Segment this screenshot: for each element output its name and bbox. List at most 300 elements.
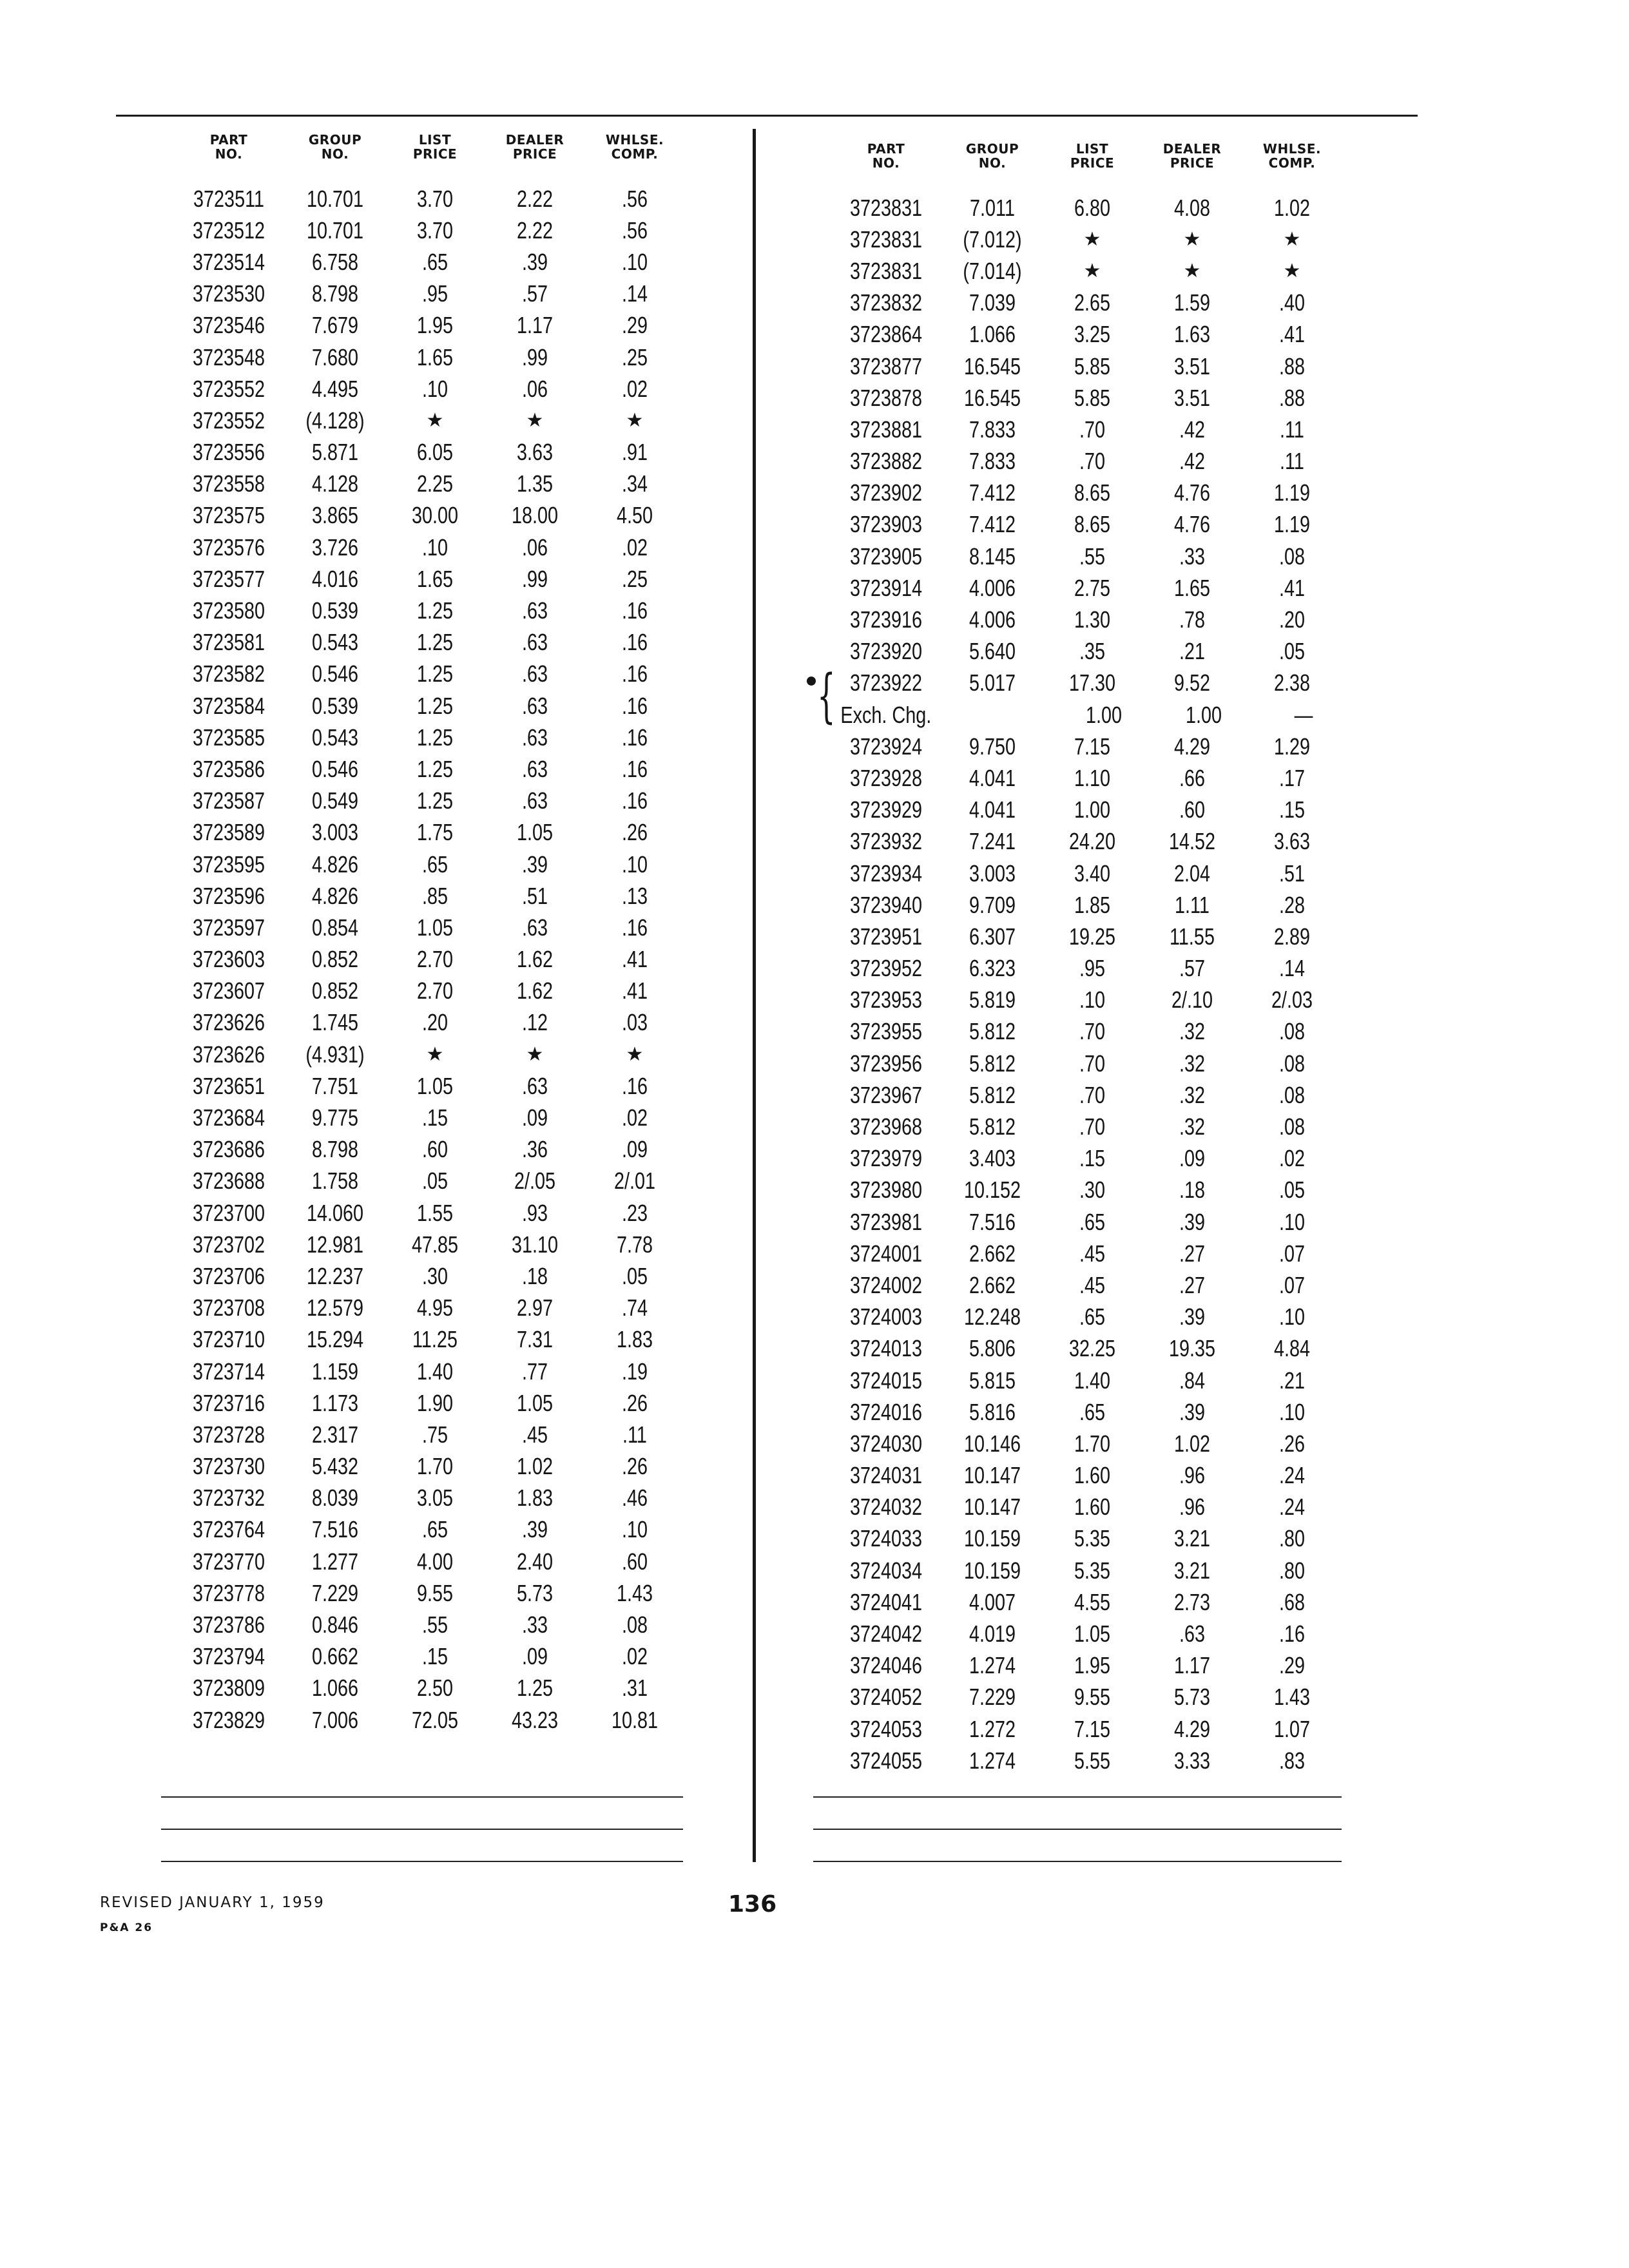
table-row — [174, 1293, 683, 1324]
table-row — [831, 826, 1352, 858]
cell-group-no: 1.066 — [311, 1675, 359, 1702]
cell-group-no: 3.003 — [969, 860, 1016, 887]
cell-whlse-comp: .05 — [1278, 638, 1306, 665]
cell-whlse-comp: .08 — [1278, 1018, 1306, 1045]
cell-part-no: 3723514 — [192, 248, 265, 275]
cell-list-price: 1.25 — [416, 660, 454, 687]
cell-whlse-comp: .68 — [1278, 1588, 1306, 1615]
cell-part-no: 3723700 — [192, 1199, 265, 1226]
table-row — [174, 944, 683, 975]
table-row — [831, 1048, 1352, 1079]
cell-part-no: Exch. Chg. — [840, 701, 932, 728]
cell-dealer-price: .33 — [1179, 543, 1206, 570]
table-row — [831, 1745, 1352, 1776]
cell-group-no: 5.816 — [969, 1398, 1016, 1425]
cell-whlse-comp: 1.83 — [616, 1326, 653, 1353]
cell-list-price: 72.05 — [411, 1706, 459, 1733]
table-row — [174, 817, 683, 849]
cell-list-price: 3.25 — [1074, 321, 1111, 348]
table-row — [831, 1206, 1352, 1238]
cell-part-no: 3724013 — [849, 1335, 923, 1362]
table-row — [174, 1577, 683, 1609]
cell-whlse-comp: — — [1294, 701, 1313, 728]
cell-whlse-comp: .23 — [621, 1199, 648, 1226]
header-part-no: PART NO. — [209, 132, 248, 162]
cell-list-price: 1.25 — [416, 787, 454, 814]
cell-group-no: 8.039 — [311, 1485, 359, 1512]
cell-list-price: .65 — [1079, 1208, 1106, 1235]
cell-whlse-comp: 2.89 — [1273, 923, 1311, 950]
cell-list-price: .95 — [421, 280, 448, 307]
cell-dealer-price: .32 — [1179, 1018, 1206, 1045]
cell-whlse-comp: .16 — [621, 724, 648, 751]
cell-whlse-comp: 4.84 — [1273, 1335, 1311, 1362]
cell-whlse-comp: .10 — [621, 1516, 648, 1543]
table-row — [174, 1451, 683, 1483]
table-row — [831, 1143, 1352, 1175]
cell-whlse-comp: .16 — [621, 629, 648, 656]
cell-group-no: 0.549 — [311, 787, 359, 814]
cell-whlse-comp: .14 — [1278, 955, 1306, 982]
cell-part-no: 3723546 — [192, 312, 265, 339]
cell-group-no: (7.012) — [963, 226, 1022, 253]
table-row — [831, 1079, 1352, 1111]
cell-dealer-price: 1.17 — [516, 312, 554, 339]
table-row — [174, 1166, 683, 1197]
cell-dealer-price: .09 — [521, 1643, 548, 1670]
table-row — [831, 192, 1352, 224]
cell-list-price: .20 — [421, 1009, 448, 1036]
cell-list-price: .70 — [1079, 416, 1106, 443]
cell-part-no: 3724041 — [849, 1588, 923, 1615]
table-row — [174, 1704, 683, 1736]
cell-part-no: 3723728 — [192, 1421, 265, 1448]
table-row — [831, 477, 1352, 509]
cell-dealer-price: ★ — [1183, 228, 1201, 250]
cell-part-no: 3723924 — [849, 733, 923, 760]
cell-part-no: 3723684 — [192, 1104, 265, 1131]
cell-part-no: 3723932 — [849, 828, 923, 855]
cell-dealer-price: 2.97 — [516, 1294, 554, 1321]
cell-whlse-comp: .26 — [621, 819, 648, 846]
cell-part-no: 3724001 — [849, 1240, 923, 1267]
cell-list-price: 5.85 — [1074, 384, 1111, 411]
cell-list-price: 1.10 — [1074, 764, 1111, 791]
cell-part-no: 3723832 — [849, 289, 923, 316]
cell-part-no: 3724030 — [849, 1430, 923, 1457]
cell-part-no: 3723582 — [192, 660, 265, 687]
cell-group-no: 7.241 — [969, 828, 1016, 855]
cell-list-price: 1.05 — [416, 914, 454, 941]
cell-list-price: 1.05 — [416, 1072, 454, 1099]
cell-whlse-comp: .16 — [621, 660, 648, 687]
cell-dealer-price: 1.02 — [1173, 1430, 1211, 1457]
cell-list-price: 5.35 — [1074, 1525, 1111, 1552]
cell-group-no: 7.011 — [970, 194, 1015, 221]
cell-whlse-comp: 2/.01 — [613, 1168, 656, 1195]
cell-part-no: 3724055 — [849, 1747, 923, 1774]
cell-dealer-price: .63 — [1179, 1620, 1206, 1648]
table-row — [174, 880, 683, 912]
cell-part-no: 3723934 — [849, 860, 923, 887]
cell-part-no: 3723956 — [849, 1050, 923, 1077]
cell-group-no: 0.662 — [311, 1643, 359, 1670]
table-row — [174, 341, 683, 373]
cell-part-no: 3724053 — [849, 1715, 923, 1742]
cell-list-price: 30.00 — [411, 502, 459, 529]
table-row — [174, 785, 683, 817]
cell-part-no: 3723512 — [192, 216, 265, 244]
cell-group-no: 5.819 — [969, 986, 1016, 1014]
cell-part-no: 3723688 — [192, 1168, 265, 1195]
cell-dealer-price: 4.29 — [1173, 1715, 1211, 1742]
cell-whlse-comp: 2/.03 — [1271, 986, 1313, 1014]
cell-list-price: .30 — [1079, 1177, 1106, 1204]
cell-group-no: (4.128) — [305, 407, 365, 434]
cell-list-price: 1.40 — [1074, 1367, 1111, 1394]
cell-whlse-comp: .07 — [1278, 1240, 1306, 1267]
cell-list-price: 6.05 — [416, 439, 454, 466]
cell-group-no: 7.833 — [969, 448, 1016, 475]
cell-group-no: 0.852 — [311, 946, 359, 973]
cell-group-no: 0.539 — [311, 597, 359, 624]
cell-list-price: 9.55 — [416, 1579, 454, 1606]
cell-dealer-price: .32 — [1179, 1081, 1206, 1108]
cell-group-no: 7.680 — [311, 343, 359, 370]
cell-dealer-price: 2/.05 — [514, 1168, 556, 1195]
cell-whlse-comp: .40 — [1278, 289, 1306, 316]
cell-part-no: 3723770 — [192, 1548, 265, 1575]
table-row — [831, 985, 1352, 1016]
cell-list-price: .55 — [1079, 543, 1106, 570]
cell-whlse-comp: .02 — [621, 1104, 648, 1131]
cell-part-no: 3723511 — [193, 185, 264, 212]
cell-whlse-comp: .02 — [621, 375, 648, 402]
cell-whlse-comp: .46 — [621, 1485, 648, 1512]
cell-dealer-price: .93 — [521, 1199, 548, 1226]
cell-part-no: 3723714 — [192, 1358, 265, 1385]
table-row — [831, 636, 1352, 668]
cell-dealer-price: 2.04 — [1173, 860, 1211, 887]
cell-list-price: 4.00 — [416, 1548, 454, 1575]
cell-part-no: 3723882 — [849, 448, 923, 475]
cell-dealer-price: .06 — [521, 375, 548, 402]
cell-part-no: 3723922 — [849, 669, 923, 697]
cell-list-price: 1.25 — [416, 724, 454, 751]
table-row — [831, 953, 1352, 985]
cell-whlse-comp: 1.43 — [1273, 1684, 1311, 1711]
table-row — [831, 921, 1352, 952]
cell-list-price: .70 — [1079, 448, 1106, 475]
table-row — [174, 1102, 683, 1133]
cell-list-price: 3.40 — [1074, 860, 1111, 887]
cell-dealer-price: .42 — [1179, 448, 1206, 475]
cell-whlse-comp: 1.02 — [1273, 194, 1311, 221]
cell-whlse-comp: .08 — [1278, 1113, 1306, 1140]
cell-list-price: .65 — [1079, 1398, 1106, 1425]
header-list-price: LIST PRICE — [412, 132, 458, 162]
cell-whlse-comp: .10 — [621, 248, 648, 275]
cell-whlse-comp: ★ — [1283, 260, 1301, 282]
left-table-body — [174, 183, 683, 1736]
table-row — [174, 468, 683, 500]
cell-dealer-price: 31.10 — [511, 1231, 559, 1258]
header-group-no: GROUP NO. — [308, 132, 362, 162]
cell-whlse-comp: 1.29 — [1273, 733, 1311, 760]
cell-dealer-price: 4.76 — [1173, 511, 1211, 538]
cell-list-price: 4.55 — [1074, 1588, 1111, 1615]
cell-dealer-price: .21 — [1179, 638, 1206, 665]
cell-dealer-price: .36 — [521, 1136, 548, 1163]
cell-group-no: 4.041 — [969, 764, 1016, 791]
table-row — [174, 627, 683, 658]
cell-part-no: 3724016 — [849, 1398, 923, 1425]
cell-group-no: 7.229 — [311, 1579, 359, 1606]
cell-list-price: .15 — [1079, 1145, 1106, 1172]
cell-group-no: 3.003 — [311, 819, 359, 846]
cell-dealer-price: 4.76 — [1173, 479, 1211, 506]
cell-group-no: 0.539 — [311, 692, 359, 719]
cell-dealer-price: 3.63 — [516, 439, 554, 466]
cell-whlse-comp: .08 — [621, 1611, 648, 1639]
cell-whlse-comp: .05 — [621, 1262, 648, 1289]
cell-part-no: 3723716 — [192, 1389, 265, 1416]
cell-group-no: 9.750 — [969, 733, 1016, 760]
cell-whlse-comp: .80 — [1278, 1525, 1306, 1552]
cell-group-no: 8.798 — [311, 280, 359, 307]
table-row — [174, 1260, 683, 1292]
cell-dealer-price: 3.21 — [1173, 1557, 1211, 1584]
table-row — [174, 912, 683, 943]
cell-group-no: 7.516 — [969, 1208, 1016, 1235]
cell-dealer-price: 3.51 — [1173, 352, 1211, 380]
cell-list-price: 1.85 — [1074, 891, 1111, 918]
table-row — [831, 1302, 1352, 1333]
cell-list-price: 8.65 — [1074, 479, 1111, 506]
bullet-icon — [807, 677, 816, 686]
cell-part-no: 3723831 — [849, 226, 923, 253]
cell-whlse-comp: .26 — [621, 1453, 648, 1480]
cell-group-no: 12.981 — [306, 1231, 364, 1258]
cell-part-no: 3723558 — [192, 470, 265, 497]
cell-dealer-price: 2/.10 — [1171, 986, 1213, 1014]
cell-part-no: 3723952 — [849, 955, 923, 982]
cell-part-no: 3723955 — [849, 1018, 923, 1045]
cell-dealer-price: .27 — [1179, 1271, 1206, 1298]
cell-part-no: 3724033 — [849, 1525, 923, 1552]
table-row — [831, 762, 1352, 794]
cell-part-no: 3723878 — [849, 384, 923, 411]
cell-part-no: 3723586 — [192, 755, 265, 782]
cell-dealer-price: 3.33 — [1173, 1747, 1211, 1774]
header-dealer-price: DEALER PRICE — [505, 132, 564, 162]
cell-whlse-comp: 3.63 — [1273, 828, 1311, 855]
blank-line — [813, 1829, 1342, 1830]
cell-part-no: 3723585 — [192, 724, 265, 751]
table-row — [174, 563, 683, 595]
cell-whlse-comp: .11 — [1280, 416, 1304, 443]
cell-list-price: .65 — [421, 248, 448, 275]
table-row — [831, 382, 1352, 414]
cell-whlse-comp: .41 — [621, 977, 648, 1004]
cell-group-no: 7.006 — [311, 1706, 359, 1733]
cell-list-price: .45 — [1079, 1240, 1106, 1267]
cell-list-price: 32.25 — [1068, 1335, 1116, 1362]
cell-dealer-price: .39 — [521, 1516, 548, 1543]
cell-group-no: 6.758 — [311, 248, 359, 275]
table-row — [174, 1229, 683, 1260]
cell-whlse-comp: .11 — [1280, 448, 1304, 475]
cell-part-no: 3723829 — [192, 1706, 265, 1733]
cell-dealer-price: 1.11 — [1175, 891, 1210, 918]
table-row — [174, 373, 683, 405]
cell-whlse-comp: ★ — [626, 1043, 644, 1065]
cell-group-no: 4.495 — [311, 375, 359, 402]
cell-part-no: 3723864 — [849, 321, 923, 348]
table-row — [174, 722, 683, 753]
cell-dealer-price: .63 — [521, 914, 548, 941]
cell-dealer-price: .99 — [521, 565, 548, 592]
cell-dealer-price: .45 — [521, 1421, 548, 1448]
cell-list-price: 3.70 — [416, 185, 454, 212]
cell-list-price: 8.65 — [1074, 511, 1111, 538]
cell-list-price: .65 — [421, 1516, 448, 1543]
table-row — [831, 794, 1352, 826]
cell-whlse-comp: .10 — [621, 850, 648, 878]
cell-whlse-comp: .09 — [621, 1136, 648, 1163]
cell-dealer-price: 2.73 — [1173, 1588, 1211, 1615]
cell-part-no: 3723548 — [192, 343, 265, 370]
top-rule — [116, 115, 1418, 117]
cell-dealer-price: 5.73 — [516, 1579, 554, 1606]
cell-group-no: 14.060 — [306, 1199, 364, 1226]
cell-whlse-comp: .26 — [621, 1389, 648, 1416]
cell-list-price: .35 — [1079, 638, 1106, 665]
cell-whlse-comp: 7.78 — [616, 1231, 653, 1258]
cell-dealer-price: 9.52 — [1173, 669, 1211, 697]
cell-group-no: 2.662 — [969, 1271, 1016, 1298]
cell-part-no: 3723953 — [849, 986, 923, 1014]
cell-dealer-price: .33 — [521, 1611, 548, 1639]
cell-dealer-price: 1.59 — [1173, 289, 1211, 316]
cell-whlse-comp: .80 — [1278, 1557, 1306, 1584]
cell-part-no: 3723831 — [849, 194, 923, 221]
cell-whlse-comp: .02 — [621, 533, 648, 561]
header-part-no: PART NO. — [867, 141, 905, 171]
cell-part-no: 3723980 — [849, 1177, 923, 1204]
cell-group-no: 7.833 — [969, 416, 1016, 443]
cell-part-no: 3723951 — [849, 923, 923, 950]
cell-dealer-price: 2.22 — [516, 185, 554, 212]
cell-part-no: 3723940 — [849, 891, 923, 918]
cell-group-no: 8.145 — [969, 543, 1016, 570]
cell-group-no: (7.014) — [963, 257, 1022, 284]
cell-part-no: 3724032 — [849, 1494, 923, 1521]
table-row — [831, 509, 1352, 541]
cell-dealer-price: .18 — [521, 1262, 548, 1289]
cell-group-no: 8.798 — [311, 1136, 359, 1163]
cell-part-no: 3723730 — [192, 1453, 265, 1480]
cell-part-no: 3723552 — [192, 375, 265, 402]
cell-group-no: 0.854 — [311, 914, 359, 941]
table-row — [174, 437, 683, 468]
cell-part-no: 3723686 — [192, 1136, 265, 1163]
cell-part-no: 3724034 — [849, 1557, 923, 1584]
cell-group-no: 4.016 — [311, 565, 359, 592]
cell-group-no: 15.294 — [306, 1326, 364, 1353]
table-row — [831, 1016, 1352, 1048]
table-row — [174, 1387, 683, 1419]
table-row — [831, 1555, 1352, 1586]
cell-list-price: 1.65 — [416, 565, 454, 592]
cell-dealer-price: .63 — [521, 660, 548, 687]
cell-list-price: 1.25 — [416, 597, 454, 624]
cell-part-no: 3723626 — [192, 1009, 265, 1036]
cell-whlse-comp: .07 — [1278, 1271, 1306, 1298]
cell-dealer-price: .12 — [521, 1009, 548, 1036]
cell-part-no: 3723979 — [849, 1145, 923, 1172]
cell-part-no: 3723794 — [192, 1643, 265, 1670]
blank-line — [161, 1861, 683, 1862]
cell-list-price: 2.65 — [1074, 289, 1111, 316]
cell-list-price: 47.85 — [411, 1231, 459, 1258]
cell-group-no: 10.701 — [306, 216, 364, 244]
cell-whlse-comp: .03 — [621, 1009, 648, 1036]
table-row — [831, 1618, 1352, 1649]
cell-part-no: 3723597 — [192, 914, 265, 941]
cell-group-no: 7.751 — [311, 1072, 359, 1099]
cell-dealer-price: .39 — [521, 850, 548, 878]
cell-group-no: 5.871 — [311, 439, 359, 466]
cell-part-no: 3724015 — [849, 1367, 923, 1394]
cell-list-price: 1.90 — [416, 1389, 454, 1416]
cell-dealer-price: .06 — [521, 533, 548, 561]
cell-dealer-price: 18.00 — [511, 502, 559, 529]
cell-dealer-price: 4.29 — [1173, 733, 1211, 760]
cell-dealer-price: .09 — [521, 1104, 548, 1131]
cell-part-no: 3723831 — [849, 257, 923, 284]
left-table-header — [174, 133, 683, 169]
cell-whlse-comp: .10 — [1278, 1208, 1306, 1235]
table-row — [831, 1586, 1352, 1618]
cell-list-price: 9.55 — [1074, 1684, 1111, 1711]
cell-list-price: .15 — [421, 1104, 448, 1131]
cell-dealer-price: .32 — [1179, 1050, 1206, 1077]
cell-whlse-comp: 4.50 — [616, 502, 653, 529]
cell-part-no: 3723603 — [192, 946, 265, 973]
cell-list-price: .10 — [421, 533, 448, 561]
cell-dealer-price: 14.52 — [1168, 828, 1216, 855]
cell-list-price: 3.05 — [416, 1485, 454, 1512]
cell-dealer-price: 1.83 — [516, 1485, 554, 1512]
cell-group-no: 7.679 — [311, 312, 359, 339]
cell-dealer-price: ★ — [526, 409, 544, 431]
table-row — [831, 1111, 1352, 1142]
cell-group-no: 4.019 — [969, 1620, 1016, 1648]
cell-group-no: 10.701 — [306, 185, 364, 212]
cell-group-no: 5.812 — [969, 1018, 1016, 1045]
cell-dealer-price: .39 — [521, 248, 548, 275]
cell-whlse-comp: .41 — [621, 946, 648, 973]
cell-dealer-price: .63 — [521, 597, 548, 624]
cell-group-no: 1.159 — [311, 1358, 359, 1385]
cell-group-no: 1.274 — [969, 1652, 1016, 1679]
cell-dealer-price: 1.05 — [516, 819, 554, 846]
cell-dealer-price: 1.05 — [516, 1389, 554, 1416]
cell-whlse-comp: 1.07 — [1273, 1715, 1311, 1742]
cell-list-price: .55 — [421, 1611, 448, 1639]
cell-part-no: 3724042 — [849, 1620, 923, 1648]
